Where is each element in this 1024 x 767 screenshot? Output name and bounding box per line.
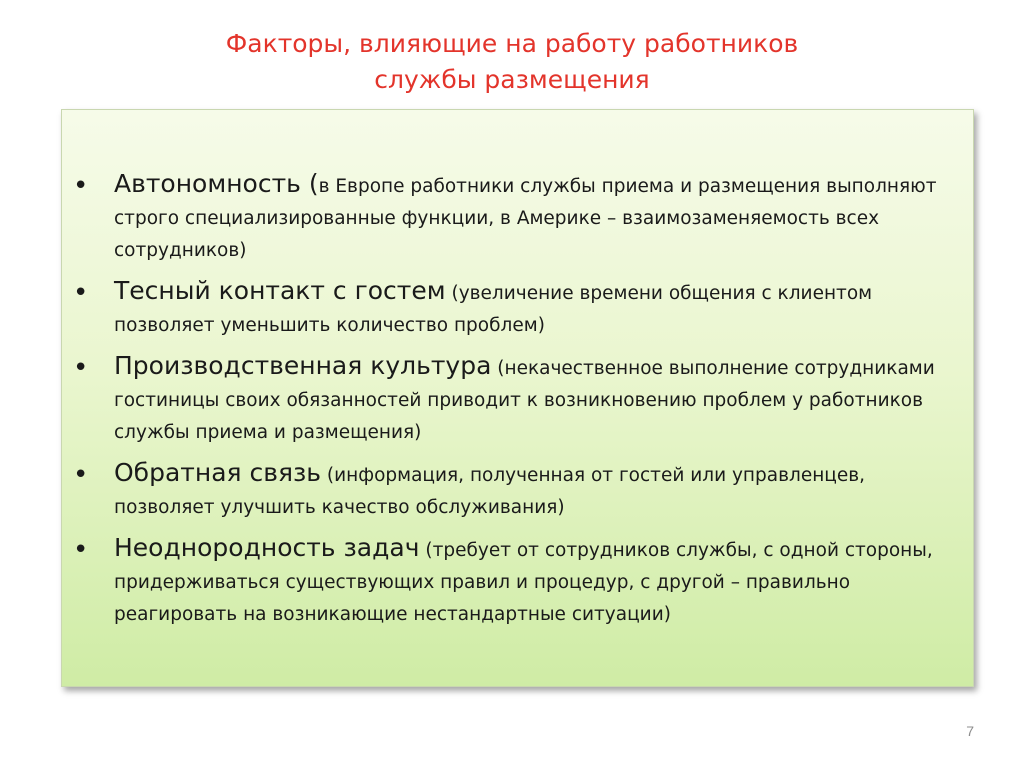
bullet-dot: • [73, 535, 89, 565]
bullet-heading: Производственная культура [114, 351, 492, 380]
slide-title [0, 26, 1024, 98]
bullet-heading: Неоднородность задач [114, 533, 420, 562]
bullet-description: (некачественное выполнение сотрудниками гостиницы своих обязанностей приводит к возникновению проблем у работников службы приема и размещения) [114, 358, 935, 443]
slide-title-line-1: Факторы, влияющие на работу работников [225, 29, 799, 58]
page-number: 7 [966, 723, 974, 739]
bullet-item-guest-contact [72, 275, 952, 342]
bullet-dot: • [73, 278, 89, 308]
bullet-item-feedback [72, 457, 952, 524]
bullet-dot: • [73, 460, 89, 490]
slide-title-line-2: службы размещения [374, 65, 650, 94]
bullet-heading: Тесный контакт с гостем [114, 276, 446, 305]
bullet-description: в Европе работники службы приема и размещения выполняют строго специализированные функции, в Америке – взаимозаменяемость всех сотрудников) [114, 176, 937, 261]
bullet-heading: Автономность ( [114, 169, 319, 198]
bullet-description: (требует от сотрудников службы, с одной стороны, придерживаться существующих правил и процедур, с другой – правильно реагировать на возникающие нестандартные ситуации) [114, 540, 933, 625]
bullet-dot: • [73, 353, 89, 383]
bullet-list [72, 168, 952, 639]
bullet-description: (увеличение времени общения с клиентом позволяет уменьшить количество проблем) [114, 283, 873, 336]
bullet-item-production-culture [72, 350, 952, 449]
bullet-description: (информация, полученная от гостей или управленцев, позволяет улучшить качество обслуживания) [114, 465, 866, 518]
bullet-heading: Обратная связь [114, 458, 322, 487]
bullet-item-task-heterogeneity [72, 532, 952, 631]
bullet-dot: • [73, 171, 89, 201]
bullet-item-autonomy [72, 168, 952, 267]
